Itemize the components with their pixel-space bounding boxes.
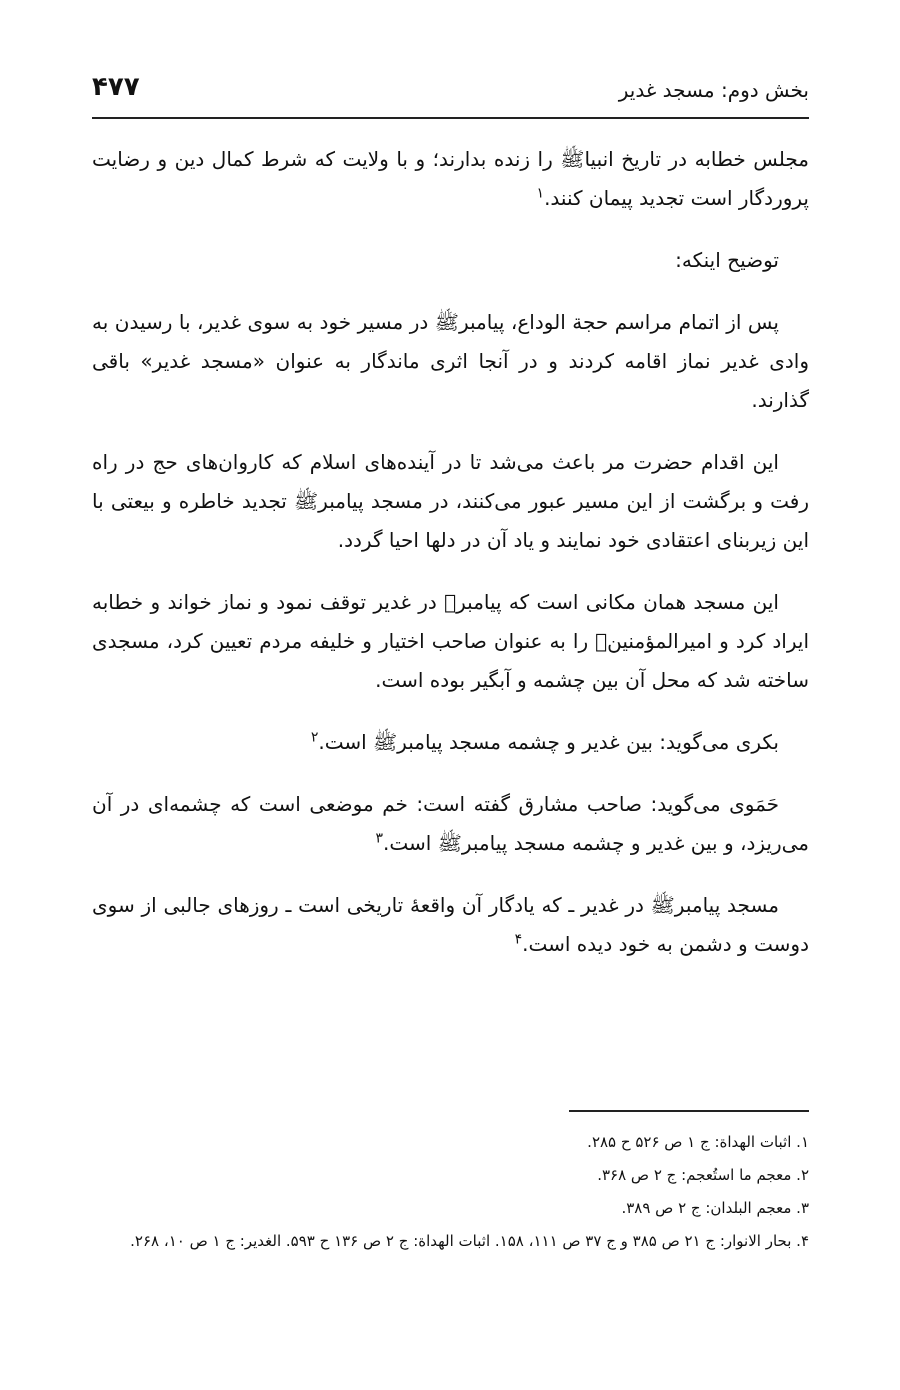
footnote-3: ۳. معجم البلدان: ج ۲ ص ۳۸۹. <box>621 1199 809 1217</box>
footnote-marker-1: ۱ <box>536 185 545 202</box>
page-header <box>92 72 809 112</box>
header-divider <box>92 117 809 119</box>
paragraph-6: بکری می‌گوید: بین غدیر و چشمه مسجد پیامبرﷺ است.$^۲$ <box>310 729 779 754</box>
paragraph-2: توضیح اینکه: <box>675 248 779 272</box>
body-text <box>92 140 809 987</box>
footnote-2: ۲. معجم ما استُعجم: ج ۲ ص ۳۶۸. <box>597 1166 809 1184</box>
page-number: ۴۷۷ <box>92 72 140 102</box>
footnote-marker-3: ۳ <box>375 830 384 847</box>
footnotes <box>92 1126 809 1258</box>
paragraph-8: مسجد پیامبرﷺ در غدیر ـ که یادگار آن واقعهٔ تاریخی است ـ روزهای جالبی از سوی دوست و دشمن به خود دیده است.$^۴$ <box>92 893 809 956</box>
book-page <box>92 0 809 1390</box>
paragraph-3: پس از اتمام مراسم حجة الوداع، پیامبرﷺ در مسیر خود به سوی غدیر، با رسیدن به وادی غدیر نماز اقامه کردند و در آنجا اثری ماندگار به عنوان «مسجد غدیر» باقی گذارند. <box>92 310 809 412</box>
paragraph-1: مجلس خطابه در تاریخ انبیاﷺ را زنده بدارند؛ و با ولایت که شرط کمال دین و رضایت پروردگار است تجدید پیمان کنند.$^۱$ <box>92 147 809 210</box>
footnote-divider <box>569 1110 809 1112</box>
paragraph-7: حَمَوی می‌گوید: صاحب مشارق گفته است: خم موضعی است که چشمه‌ای در آن می‌ریزد، و بین غدیر و چشمه مسجد پیامبرﷺ است.$^۳$ <box>92 792 809 855</box>
paragraph-4: این اقدام حضرت مر باعث می‌شد تا در آینده‌های اسلام که کاروان‌های حج در راه رفت و برگشت از این مسیر عبور می‌کنند، در مسجد پیامبرﷺ تجدید خاطره و بیعتی با این زیربنای اعتقادی خود نمایند و یاد آن در دلها احیا گردد. <box>92 450 809 552</box>
footnote-4: ۴. بحار الانوار: ج ۲۱ ص ۳۸۵ و ج ۳۷ ص ۱۱۱، ۱۵۸. اثبات الهداة: ج ۲ ص ۱۳۶ ح ۵۹۳. الغدیر: ج ۱ ص ۱۰، ۲۶۸. <box>130 1232 809 1250</box>
footnote-1: ۱. اثبات الهداة: ج ۱ ص ۵۲۶ ح ۲۸۵. <box>587 1133 809 1151</box>
footnote-marker-4: ۴ <box>514 931 523 948</box>
running-title: بخش دوم: مسجد غدیر <box>618 78 809 102</box>
footnote-marker-2: ۲ <box>310 729 319 746</box>
paragraph-5: این مسجد همان مکانی است که پیامبرﷺ در غدیر توقف نمود و نماز خواند و خطابه ایراد کرد و امیرالمؤمنینؑ را به عنوان صاحب اختیار و خلیفه مردم تعیین کرد، مسجدی ساخته شد که محل آن بین چشمه و آبگیر بوده است. <box>92 590 809 692</box>
